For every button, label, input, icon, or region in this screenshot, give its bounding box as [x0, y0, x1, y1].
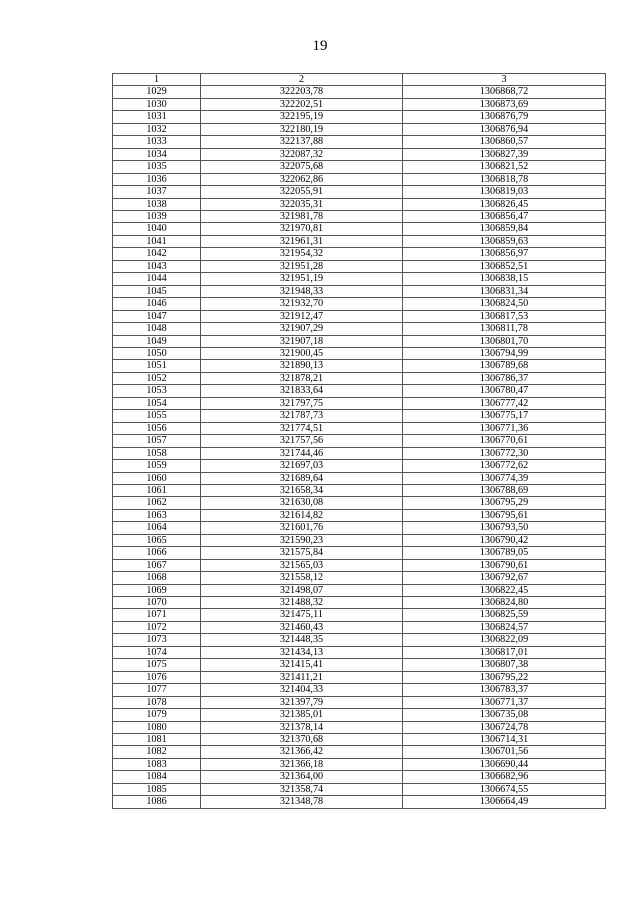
y-coordinate-cell: 1306789,05 [403, 547, 606, 559]
y-coordinate-cell: 1306811,78 [403, 323, 606, 335]
x-coordinate-cell: 321970,81 [201, 223, 403, 235]
point-number-cell: 1070 [113, 597, 201, 609]
y-coordinate-cell: 1306824,80 [403, 597, 606, 609]
point-number-cell: 1084 [113, 771, 201, 783]
x-coordinate-cell: 321411,21 [201, 671, 403, 683]
point-number-cell: 1073 [113, 634, 201, 646]
table-row [113, 534, 606, 546]
y-coordinate-cell: 1306788,69 [403, 484, 606, 496]
point-number-cell: 1071 [113, 609, 201, 621]
point-number-cell: 1065 [113, 534, 201, 546]
point-number-cell: 1047 [113, 310, 201, 322]
table-row [113, 360, 606, 372]
table-row [113, 260, 606, 272]
table-row [113, 597, 606, 609]
table-row [113, 684, 606, 696]
table-row [113, 323, 606, 335]
table-row [113, 621, 606, 633]
point-number-cell: 1035 [113, 161, 201, 173]
y-coordinate-cell: 1306876,94 [403, 123, 606, 135]
point-number-cell: 1083 [113, 758, 201, 770]
table-row [113, 659, 606, 671]
y-coordinate-cell: 1306780,47 [403, 385, 606, 397]
y-coordinate-cell: 1306801,70 [403, 335, 606, 347]
point-number-cell: 1060 [113, 472, 201, 484]
x-coordinate-cell: 322087,32 [201, 148, 403, 160]
point-number-cell: 1076 [113, 671, 201, 683]
x-coordinate-cell: 322203,78 [201, 86, 403, 98]
x-coordinate-cell: 321460,43 [201, 621, 403, 633]
table-row [113, 758, 606, 770]
x-coordinate-cell: 321366,18 [201, 758, 403, 770]
x-coordinate-cell: 321434,13 [201, 646, 403, 658]
point-number-cell: 1052 [113, 372, 201, 384]
y-coordinate-cell: 1306777,42 [403, 397, 606, 409]
column-header-point-number: 1 [113, 74, 201, 86]
y-coordinate-cell: 1306790,42 [403, 534, 606, 546]
y-coordinate-cell: 1306817,01 [403, 646, 606, 658]
point-number-cell: 1057 [113, 435, 201, 447]
point-number-cell: 1080 [113, 721, 201, 733]
x-coordinate-cell: 321448,35 [201, 634, 403, 646]
table-row [113, 609, 606, 621]
page-number: 19 [312, 38, 328, 54]
y-coordinate-cell: 1306824,50 [403, 298, 606, 310]
x-coordinate-cell: 321590,23 [201, 534, 403, 546]
point-number-cell: 1059 [113, 460, 201, 472]
point-number-cell: 1030 [113, 98, 201, 110]
y-coordinate-cell: 1306794,99 [403, 347, 606, 359]
point-number-cell: 1042 [113, 248, 201, 260]
table-row [113, 210, 606, 222]
y-coordinate-cell: 1306838,15 [403, 273, 606, 285]
y-coordinate-cell: 1306822,09 [403, 634, 606, 646]
y-coordinate-cell: 1306795,29 [403, 497, 606, 509]
table-row [113, 372, 606, 384]
y-coordinate-cell: 1306775,17 [403, 410, 606, 422]
table-row [113, 148, 606, 160]
table-row [113, 484, 606, 496]
table-row [113, 709, 606, 721]
x-coordinate-cell: 321961,31 [201, 235, 403, 247]
y-coordinate-cell: 1306790,61 [403, 559, 606, 571]
point-number-cell: 1049 [113, 335, 201, 347]
point-number-cell: 1067 [113, 559, 201, 571]
x-coordinate-cell: 321981,78 [201, 210, 403, 222]
table-row [113, 460, 606, 472]
point-number-cell: 1048 [113, 323, 201, 335]
point-number-cell: 1081 [113, 734, 201, 746]
x-coordinate-cell: 321378,14 [201, 721, 403, 733]
table-row [113, 397, 606, 409]
y-coordinate-cell: 1306786,37 [403, 372, 606, 384]
table-header-row [113, 74, 606, 86]
point-number-cell: 1062 [113, 497, 201, 509]
table-row [113, 435, 606, 447]
y-coordinate-cell: 1306724,78 [403, 721, 606, 733]
x-coordinate-cell: 322035,31 [201, 198, 403, 210]
table-row [113, 410, 606, 422]
point-number-cell: 1056 [113, 422, 201, 434]
x-coordinate-cell: 321878,21 [201, 372, 403, 384]
table-row [113, 671, 606, 683]
table-row [113, 422, 606, 434]
point-number-cell: 1040 [113, 223, 201, 235]
x-coordinate-cell: 321348,78 [201, 796, 403, 808]
table-row [113, 696, 606, 708]
y-coordinate-cell: 1306774,39 [403, 472, 606, 484]
x-coordinate-cell: 321907,18 [201, 335, 403, 347]
point-number-cell: 1054 [113, 397, 201, 409]
point-number-cell: 1063 [113, 509, 201, 521]
y-coordinate-cell: 1306856,97 [403, 248, 606, 260]
table-row [113, 771, 606, 783]
column-header-y: 3 [403, 74, 606, 86]
point-number-cell: 1075 [113, 659, 201, 671]
y-coordinate-cell: 1306825,59 [403, 609, 606, 621]
point-number-cell: 1058 [113, 447, 201, 459]
x-coordinate-cell: 321697,03 [201, 460, 403, 472]
x-coordinate-cell: 321475,11 [201, 609, 403, 621]
table-row [113, 161, 606, 173]
y-coordinate-cell: 1306807,38 [403, 659, 606, 671]
point-number-cell: 1068 [113, 572, 201, 584]
x-coordinate-cell: 321744,46 [201, 447, 403, 459]
table-row [113, 86, 606, 98]
x-coordinate-cell: 321498,07 [201, 584, 403, 596]
x-coordinate-cell: 321689,64 [201, 472, 403, 484]
point-number-cell: 1043 [113, 260, 201, 272]
x-coordinate-cell: 321404,33 [201, 684, 403, 696]
point-number-cell: 1069 [113, 584, 201, 596]
table-row [113, 721, 606, 733]
point-number-cell: 1066 [113, 547, 201, 559]
x-coordinate-cell: 321415,41 [201, 659, 403, 671]
x-coordinate-cell: 322075,68 [201, 161, 403, 173]
y-coordinate-cell: 1306819,03 [403, 186, 606, 198]
x-coordinate-cell: 321370,68 [201, 734, 403, 746]
x-coordinate-cell: 321787,73 [201, 410, 403, 422]
x-coordinate-cell: 322137,88 [201, 136, 403, 148]
column-header-x: 2 [201, 74, 403, 86]
table-row [113, 796, 606, 808]
table-body [113, 86, 606, 808]
y-coordinate-cell: 1306701,56 [403, 746, 606, 758]
y-coordinate-cell: 1306795,61 [403, 509, 606, 521]
y-coordinate-cell: 1306682,96 [403, 771, 606, 783]
x-coordinate-cell: 321558,12 [201, 572, 403, 584]
table-row [113, 385, 606, 397]
x-coordinate-cell: 322062,86 [201, 173, 403, 185]
x-coordinate-cell: 321364,00 [201, 771, 403, 783]
x-coordinate-cell: 321797,75 [201, 397, 403, 409]
y-coordinate-cell: 1306690,44 [403, 758, 606, 770]
point-number-cell: 1033 [113, 136, 201, 148]
y-coordinate-cell: 1306772,62 [403, 460, 606, 472]
table-row [113, 173, 606, 185]
point-number-cell: 1029 [113, 86, 201, 98]
x-coordinate-cell: 321630,08 [201, 497, 403, 509]
table-row [113, 559, 606, 571]
point-number-cell: 1082 [113, 746, 201, 758]
table-row [113, 447, 606, 459]
point-number-cell: 1051 [113, 360, 201, 372]
table-row [113, 198, 606, 210]
table-row [113, 497, 606, 509]
point-number-cell: 1072 [113, 621, 201, 633]
coordinates-table [112, 73, 606, 809]
x-coordinate-cell: 321774,51 [201, 422, 403, 434]
y-coordinate-cell: 1306859,63 [403, 235, 606, 247]
point-number-cell: 1031 [113, 111, 201, 123]
y-coordinate-cell: 1306873,69 [403, 98, 606, 110]
x-coordinate-cell: 321366,42 [201, 746, 403, 758]
x-coordinate-cell: 321658,34 [201, 484, 403, 496]
point-number-cell: 1037 [113, 186, 201, 198]
x-coordinate-cell: 321951,19 [201, 273, 403, 285]
table-row [113, 186, 606, 198]
table-row [113, 472, 606, 484]
table-row [113, 509, 606, 521]
point-number-cell: 1034 [113, 148, 201, 160]
y-coordinate-cell: 1306793,50 [403, 522, 606, 534]
point-number-cell: 1041 [113, 235, 201, 247]
x-coordinate-cell: 321757,56 [201, 435, 403, 447]
point-number-cell: 1046 [113, 298, 201, 310]
x-coordinate-cell: 321954,32 [201, 248, 403, 260]
point-number-cell: 1039 [113, 210, 201, 222]
x-coordinate-cell: 322180,19 [201, 123, 403, 135]
table-row [113, 547, 606, 559]
y-coordinate-cell: 1306831,34 [403, 285, 606, 297]
table-row [113, 285, 606, 297]
y-coordinate-cell: 1306817,53 [403, 310, 606, 322]
y-coordinate-cell: 1306792,67 [403, 572, 606, 584]
table-row [113, 273, 606, 285]
x-coordinate-cell: 321932,70 [201, 298, 403, 310]
y-coordinate-cell: 1306795,22 [403, 671, 606, 683]
table-row [113, 634, 606, 646]
table-row [113, 783, 606, 795]
y-coordinate-cell: 1306771,36 [403, 422, 606, 434]
y-coordinate-cell: 1306770,61 [403, 435, 606, 447]
table-row [113, 572, 606, 584]
y-coordinate-cell: 1306856,47 [403, 210, 606, 222]
x-coordinate-cell: 321900,45 [201, 347, 403, 359]
point-number-cell: 1050 [113, 347, 201, 359]
x-coordinate-cell: 321488,32 [201, 597, 403, 609]
y-coordinate-cell: 1306822,45 [403, 584, 606, 596]
point-number-cell: 1078 [113, 696, 201, 708]
point-number-cell: 1036 [113, 173, 201, 185]
point-number-cell: 1086 [113, 796, 201, 808]
table-row [113, 223, 606, 235]
x-coordinate-cell: 321951,28 [201, 260, 403, 272]
point-number-cell: 1061 [113, 484, 201, 496]
table-row [113, 248, 606, 260]
table-row [113, 111, 606, 123]
x-coordinate-cell: 321575,84 [201, 547, 403, 559]
x-coordinate-cell: 322195,19 [201, 111, 403, 123]
y-coordinate-cell: 1306771,37 [403, 696, 606, 708]
point-number-cell: 1079 [113, 709, 201, 721]
y-coordinate-cell: 1306714,31 [403, 734, 606, 746]
y-coordinate-cell: 1306859,84 [403, 223, 606, 235]
x-coordinate-cell: 321397,79 [201, 696, 403, 708]
table-row [113, 646, 606, 658]
point-number-cell: 1055 [113, 410, 201, 422]
point-number-cell: 1032 [113, 123, 201, 135]
table-row [113, 310, 606, 322]
y-coordinate-cell: 1306852,51 [403, 260, 606, 272]
x-coordinate-cell: 321912,47 [201, 310, 403, 322]
table-row [113, 584, 606, 596]
table-row [113, 746, 606, 758]
table-row [113, 123, 606, 135]
y-coordinate-cell: 1306821,52 [403, 161, 606, 173]
y-coordinate-cell: 1306860,57 [403, 136, 606, 148]
x-coordinate-cell: 321833,64 [201, 385, 403, 397]
point-number-cell: 1053 [113, 385, 201, 397]
point-number-cell: 1045 [113, 285, 201, 297]
x-coordinate-cell: 321358,74 [201, 783, 403, 795]
table-row [113, 335, 606, 347]
y-coordinate-cell: 1306735,08 [403, 709, 606, 721]
x-coordinate-cell: 321614,82 [201, 509, 403, 521]
x-coordinate-cell: 321565,03 [201, 559, 403, 571]
y-coordinate-cell: 1306827,39 [403, 148, 606, 160]
y-coordinate-cell: 1306772,30 [403, 447, 606, 459]
x-coordinate-cell: 322202,51 [201, 98, 403, 110]
x-coordinate-cell: 321890,13 [201, 360, 403, 372]
x-coordinate-cell: 321907,29 [201, 323, 403, 335]
table-row [113, 235, 606, 247]
y-coordinate-cell: 1306789,68 [403, 360, 606, 372]
point-number-cell: 1077 [113, 684, 201, 696]
point-number-cell: 1085 [113, 783, 201, 795]
y-coordinate-cell: 1306868,72 [403, 86, 606, 98]
x-coordinate-cell: 321601,76 [201, 522, 403, 534]
point-number-cell: 1064 [113, 522, 201, 534]
table-row [113, 522, 606, 534]
table-row [113, 734, 606, 746]
point-number-cell: 1074 [113, 646, 201, 658]
table-row [113, 98, 606, 110]
x-coordinate-cell: 322055,91 [201, 186, 403, 198]
x-coordinate-cell: 321948,33 [201, 285, 403, 297]
table-row [113, 347, 606, 359]
y-coordinate-cell: 1306818,78 [403, 173, 606, 185]
y-coordinate-cell: 1306826,45 [403, 198, 606, 210]
table-row [113, 136, 606, 148]
y-coordinate-cell: 1306674,55 [403, 783, 606, 795]
table-row [113, 298, 606, 310]
y-coordinate-cell: 1306876,79 [403, 111, 606, 123]
y-coordinate-cell: 1306783,37 [403, 684, 606, 696]
x-coordinate-cell: 321385,01 [201, 709, 403, 721]
point-number-cell: 1038 [113, 198, 201, 210]
y-coordinate-cell: 1306824,57 [403, 621, 606, 633]
y-coordinate-cell: 1306664,49 [403, 796, 606, 808]
point-number-cell: 1044 [113, 273, 201, 285]
